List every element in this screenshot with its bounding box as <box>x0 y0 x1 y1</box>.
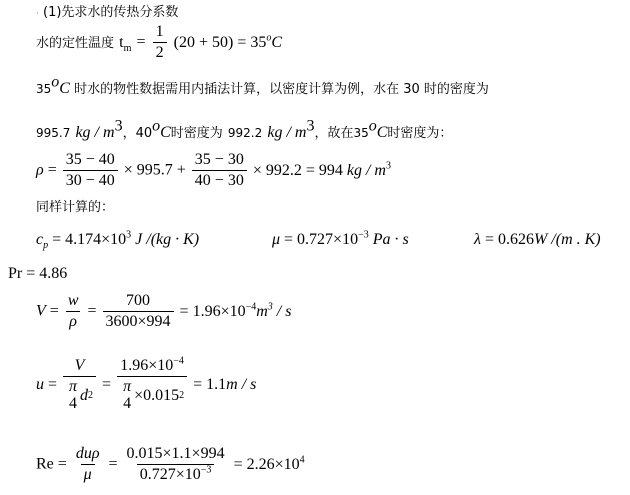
rho-fraction-2 <box>192 152 247 189</box>
line-volumetric-flow <box>36 293 291 330</box>
similarly-text: 同样计算的： <box>36 200 115 215</box>
v-unit-exp: 3 <box>267 301 273 313</box>
heading-tick: · <box>36 9 39 19</box>
density-value-1: 995.7 <box>36 126 71 140</box>
u-eq: = <box>48 376 58 393</box>
v-unit-end: / s <box>272 302 292 320</box>
density-exp-2: 3 <box>306 117 315 135</box>
density-unit-2: kg / m <box>267 124 307 141</box>
v-frac1-den: ρ <box>66 311 80 330</box>
line-properties-lambda <box>474 232 601 248</box>
rho-result: × 992.2 = 994 <box>252 161 343 179</box>
mu-unit: Pa · s <box>372 231 409 248</box>
u-four2: 4 <box>123 395 132 412</box>
v-fraction-2 <box>103 293 174 330</box>
line-rho-formula <box>36 152 391 189</box>
interp-degree: o <box>51 73 60 91</box>
u-pi2: π <box>123 378 132 395</box>
cp-subscript: p <box>43 240 49 252</box>
density-text-3: ，故在 <box>314 126 354 141</box>
u-unit: m / s <box>226 376 257 393</box>
density-unit-1: kg / m <box>75 124 115 141</box>
u-fraction-1: V π 4 d 2 <box>63 358 96 412</box>
u-frac1-num: V <box>74 357 85 374</box>
re-frac1-den: μ <box>81 464 95 483</box>
rho-middle: × 995.7 + <box>123 161 186 179</box>
u-four: 4 <box>69 395 78 412</box>
re-result-exp: 4 <box>299 454 305 466</box>
mu-symbol: μ <box>272 231 281 248</box>
mu-exp: −3 <box>358 229 369 241</box>
u-d: d <box>80 386 89 404</box>
re-frac2-den-exp: −3 <box>200 464 212 476</box>
density-degree-1: o <box>152 117 161 135</box>
mu-value: = 0.727×10 <box>284 231 359 248</box>
re-result: = 2.26×10 <box>233 455 300 473</box>
lambda-value: = 0.626 <box>484 231 534 248</box>
temp-symbol: t <box>119 33 124 51</box>
rho-frac1-den: 30 − 40 <box>63 170 118 189</box>
interp-temp: 35 <box>36 82 52 96</box>
u-pi2-fraction <box>120 379 134 412</box>
density-exp-1: 3 <box>114 117 123 135</box>
u-symbol: u <box>36 376 44 393</box>
interp-unit: C <box>59 80 70 97</box>
temp-frac-num: 1 <box>155 23 164 40</box>
temp-expression: (20 + 50) = 35 <box>173 33 267 51</box>
line-velocity <box>36 355 257 412</box>
u-pi: π <box>69 378 78 395</box>
v-eq2: = <box>87 302 97 320</box>
re-eq: = <box>57 455 67 473</box>
rho-frac2-num: 35 − 30 <box>194 151 244 168</box>
re-fraction-2 <box>124 446 228 483</box>
v-result: = 1.96×10 <box>179 302 246 320</box>
temp-degree: o <box>266 32 272 44</box>
rho-frac1-num: 35 − 40 <box>65 151 115 168</box>
u-result: = 1.1 <box>193 376 227 393</box>
temp-eq: = <box>136 33 146 51</box>
density-text-2: 时密度为 <box>170 126 223 141</box>
re-frac2-num: 0.015×1.1×994 <box>126 445 225 462</box>
re-symbol: Re <box>36 455 54 473</box>
v-unit: m <box>256 302 268 320</box>
u-fraction-2: $1.96\times 10^{-4}$ π 4 ×0.015 2 <box>117 358 187 412</box>
lambda-symbol: λ <box>474 231 481 248</box>
cp-exp: 3 <box>126 229 132 241</box>
cp-value: = 4.174×10 <box>52 231 127 248</box>
v-frac2-num: 700 <box>126 292 151 309</box>
density-text-1: ，40 <box>122 126 153 141</box>
lambda-unit: W /(m . K) <box>533 231 601 248</box>
cp-symbol: c <box>36 231 44 248</box>
prandtl-text: Pr = 4.86 <box>8 265 68 282</box>
line-density-values <box>36 117 453 141</box>
temp-unit: C <box>271 33 283 51</box>
temp-label: 水的定性温度 <box>36 36 115 51</box>
line-properties <box>36 229 200 252</box>
density-degree-3: o <box>368 117 377 135</box>
temp-fraction <box>153 24 167 61</box>
rho-fraction-1 <box>63 152 118 189</box>
v-frac1-num: w <box>67 292 79 309</box>
density-c-1: C <box>160 124 171 141</box>
density-c-3: C <box>376 124 388 141</box>
temp-frac-den: 2 <box>153 42 167 61</box>
section-heading <box>36 6 178 19</box>
re-fraction-1 <box>73 446 103 483</box>
rho-frac2-den: 40 − 30 <box>192 170 247 189</box>
u-pi-fraction <box>66 379 80 412</box>
rho-unit-exp: 3 <box>385 160 391 172</box>
v-symbol: V <box>36 302 46 320</box>
line-properties-mu <box>272 229 409 248</box>
re-frac2-den: 0.727×10 <box>139 466 201 483</box>
rho-symbol: ρ <box>36 161 44 179</box>
v-fraction-1 <box>65 293 82 330</box>
line-similarly <box>36 201 114 214</box>
v-frac2-den: 3600×994 <box>103 311 174 330</box>
interp-text: 时水的物性数据需用内插法计算，以密度计算为例，水在 30 时的密度为 <box>69 82 489 97</box>
u-frac2-num: 1.96×10 <box>120 357 174 374</box>
u-frac2-num-exp: −4 <box>173 355 184 367</box>
rho-unit: kg / m <box>346 161 386 179</box>
density-value-2: 992.2 <box>227 126 263 140</box>
line-prandtl <box>8 266 67 282</box>
v-eq: = <box>49 302 59 320</box>
heading-text: (1)先求水的传热分系数 <box>43 5 179 20</box>
density-text-4: 时密度为： <box>387 126 453 141</box>
density-value-3: 35 <box>353 126 369 140</box>
temp-subscript: m <box>123 42 132 54</box>
v-result-exp: −4 <box>245 301 257 313</box>
cp-unit: J /(kg · K) <box>135 231 200 248</box>
re-eq2: = <box>108 455 118 473</box>
line-interpolation <box>36 73 489 97</box>
u-eq2: = <box>102 376 112 393</box>
rho-eq: = <box>47 161 57 179</box>
u-mul: ×0.015 <box>134 386 180 404</box>
line-reynolds <box>36 446 305 483</box>
line-qualitative-temperature <box>36 24 282 61</box>
re-frac1-num: duρ <box>75 445 100 462</box>
